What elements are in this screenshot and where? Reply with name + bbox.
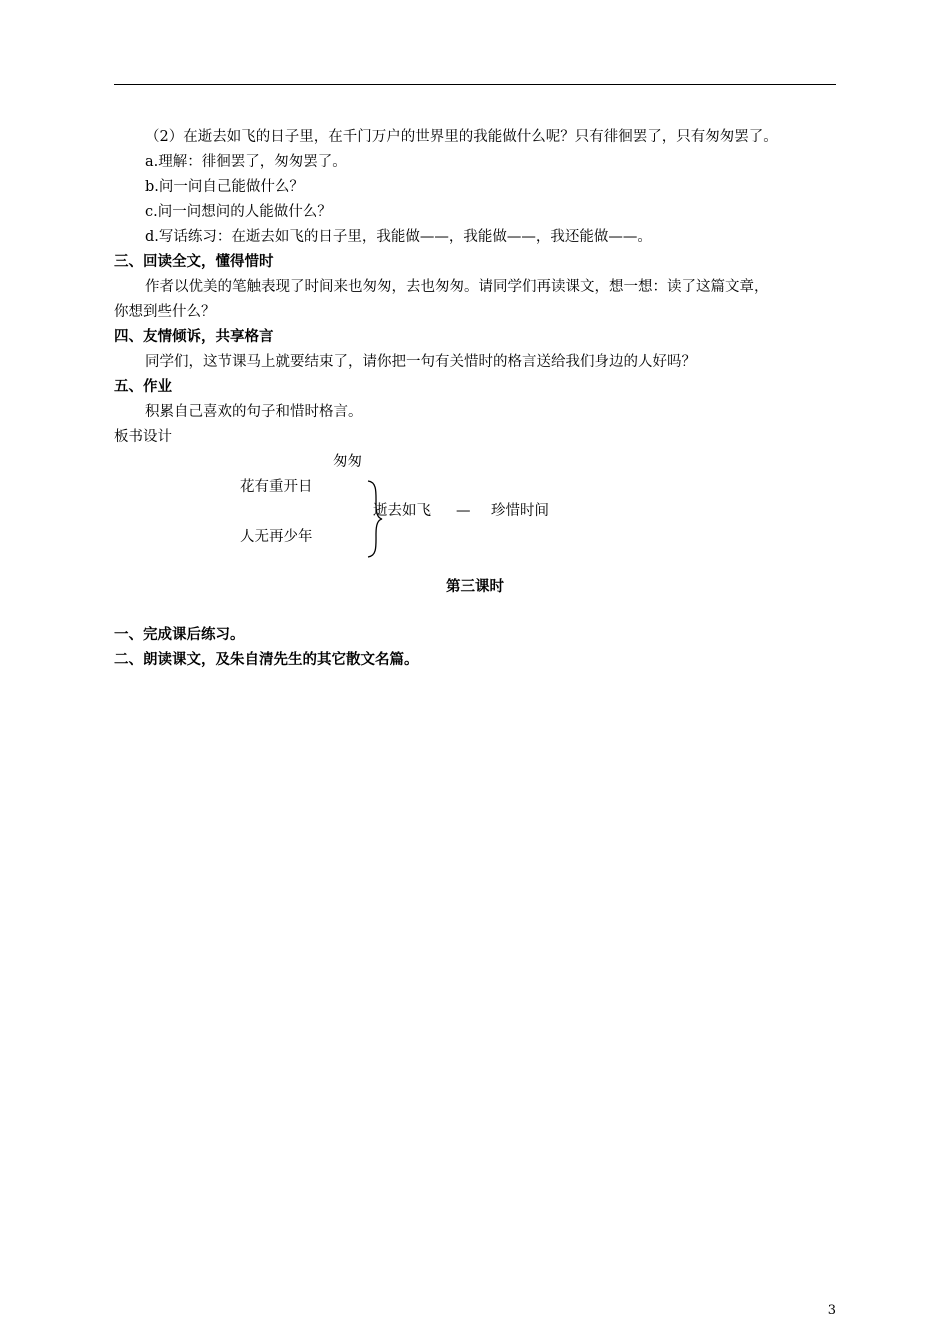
paragraph-5: 积累自己喜欢的句子和惜时格言。 <box>145 404 363 420</box>
item-a: a.理解：徘徊罢了，匆匆罢了。 <box>145 154 347 170</box>
board-right: 珍惜时间 <box>491 503 549 519</box>
item-b: b.问一问自己能做什么？ <box>145 179 304 195</box>
page-number: 3 <box>827 1303 836 1318</box>
board-left-1: 花有重开日 <box>240 479 313 495</box>
lesson-3-item-2: 二、朗读课文，及朱自清先生的其它散文名篇。 <box>114 651 419 668</box>
paragraph-4: 同学们，这节课马上就要结束了，请你把一句有关惜时的格言送给我们身边的人好吗？ <box>145 354 696 370</box>
lesson-3-title: 第三课时 <box>446 578 504 595</box>
heading-3: 三、回读全文，懂得惜时 <box>114 253 274 270</box>
item-d: d.写话练习：在逝去如飞的日子里，我能做——，我能做——，我还能做——。 <box>145 229 652 245</box>
board-dash: — <box>456 503 471 519</box>
heading-4: 四、友情倾诉，共享格言 <box>114 328 274 345</box>
paragraph-3a: 作者以优美的笔触表现了时间来也匆匆，去也匆匆。请同学们再读课文，想一想：读了这篇文章， <box>145 279 769 295</box>
header-rule <box>114 84 836 85</box>
lesson-3-item-1: 一、完成课后练习。 <box>114 626 245 643</box>
board-middle: 逝去如飞 <box>373 503 431 519</box>
heading-5: 五、作业 <box>114 378 172 395</box>
board-design-label: 板书设计 <box>114 429 172 445</box>
board-title: 匆匆 <box>333 454 362 470</box>
paragraph-3b: 你想到些什么？ <box>114 304 216 320</box>
question-2: （2）在逝去如飞的日子里，在千门万户的世界里的我能做什么呢？只有徘徊罢了，只有匆匆罢了。 <box>145 129 778 145</box>
board-left-2: 人无再少年 <box>240 529 313 545</box>
item-c: c.问一问想问的人能做什么？ <box>145 204 332 220</box>
